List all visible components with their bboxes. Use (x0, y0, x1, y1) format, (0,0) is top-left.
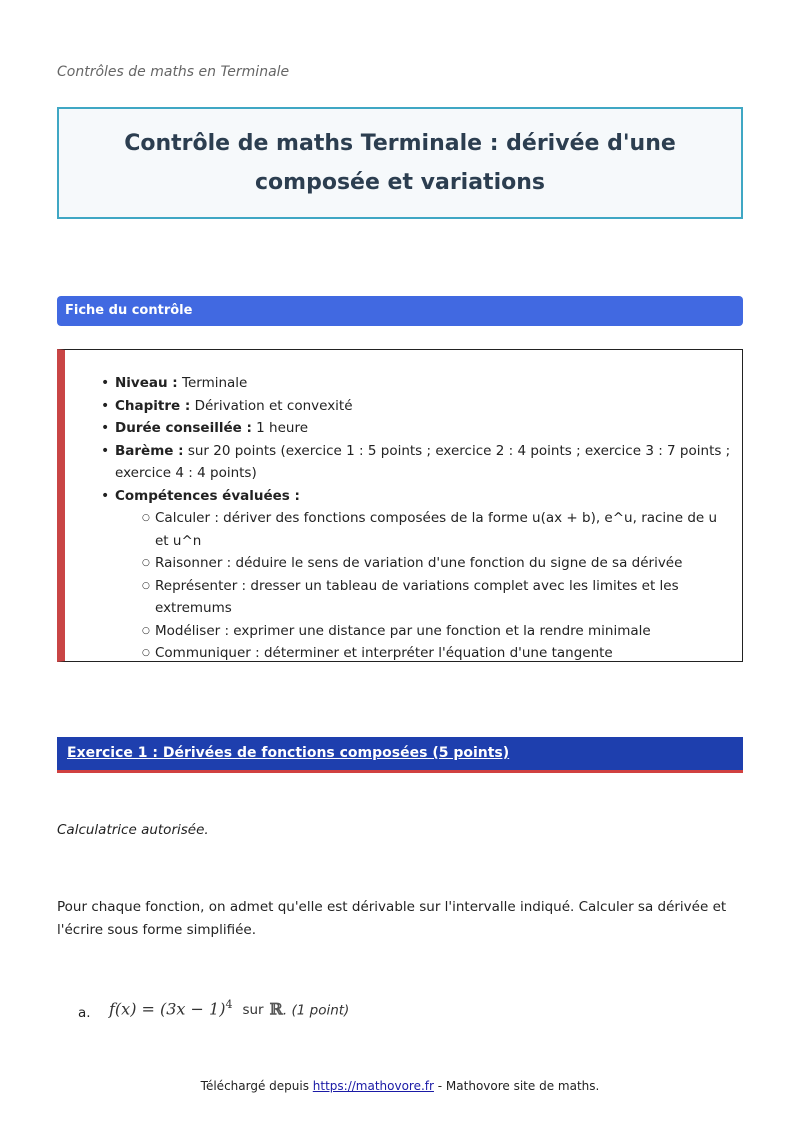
competence-item: ○ Raisonner : déduire le sens de variation d'une fonction du signe de sa dérivée (155, 552, 730, 575)
fiche-item-value: Terminale (177, 375, 248, 391)
fiche-item-label: Niveau : (115, 375, 178, 391)
footer-suffix: - Mathovore site de maths. (433, 1079, 600, 1093)
fiche-item-value: sur 20 points (exercice 1 : 5 points ; exercice 2 : 4 points ; exercice 3 : 7 points ; exercice 4 : 4 points) (115, 442, 731, 481)
fiche-item-bareme (115, 440, 745, 485)
fiche-box (57, 349, 743, 662)
competence-item: ○ Calculer : dériver des fonctions composées de la forme u(ax + b), e^u, racine de u et u^n (155, 507, 730, 552)
calculator-note: Calculatrice autorisée. (57, 822, 209, 838)
competence-item: ○ Représenter : dresser un tableau de variations complet avec les limites et les extremums (155, 575, 730, 620)
question-points: . (1 point) (282, 1002, 350, 1019)
exercise-heading-bar (57, 737, 743, 773)
fiche-item-competences (115, 485, 745, 665)
formula-sur: sur (242, 1002, 264, 1019)
footer-link[interactable]: https://mathovore.fr (312, 1079, 434, 1093)
fiche-item-niveau (115, 372, 745, 395)
fiche-item-duree (115, 417, 745, 440)
title-box (57, 107, 743, 219)
formula-lhs: f(x) = (3x − 1) (109, 999, 226, 1019)
fiche-list (115, 372, 745, 665)
exercise-heading[interactable]: Exercice 1 : Dérivées de fonctions composées (5 points) (67, 745, 510, 761)
fiche-item-chapitre (115, 395, 745, 418)
fiche-item-label: Durée conseillée : (115, 420, 252, 436)
formula-exponent: 4 (225, 998, 233, 1011)
fiche-item-label: Chapitre : (115, 397, 191, 414)
footer-prefix: Téléchargé depuis (200, 1079, 313, 1093)
competence-item: ○ Communiquer : déterminer et interpréter l'équation d'une tangente (155, 642, 730, 665)
competences-list (155, 507, 730, 665)
formula-domain: ℝ (269, 999, 283, 1019)
fiche-item-value: 1 heure (251, 420, 309, 436)
page-header-subtitle: Contrôles de maths en Terminale (57, 64, 290, 80)
fiche-item-label: Barème : (115, 442, 184, 459)
question-formula (109, 998, 349, 1018)
exercise-instructions: Pour chaque fonction, on admet qu'elle est dérivable sur l'intervalle indiqué. Calculer sa dérivée et l'écrire sous forme simplifiée. (57, 899, 727, 938)
page-footer (57, 1079, 743, 1093)
page-title: Contrôle de maths Terminale : dérivée d'une composée et variations (124, 131, 676, 195)
competence-item: ○ Modéliser : exprimer une distance par une fonction et la rendre minimale (155, 620, 730, 643)
fiche-item-value: Dérivation et convexité (190, 397, 353, 414)
question-label: a. (78, 1005, 91, 1021)
fiche-item-label: Compétences évaluées : (115, 487, 300, 504)
fiche-heading: Fiche du contrôle (57, 296, 743, 326)
